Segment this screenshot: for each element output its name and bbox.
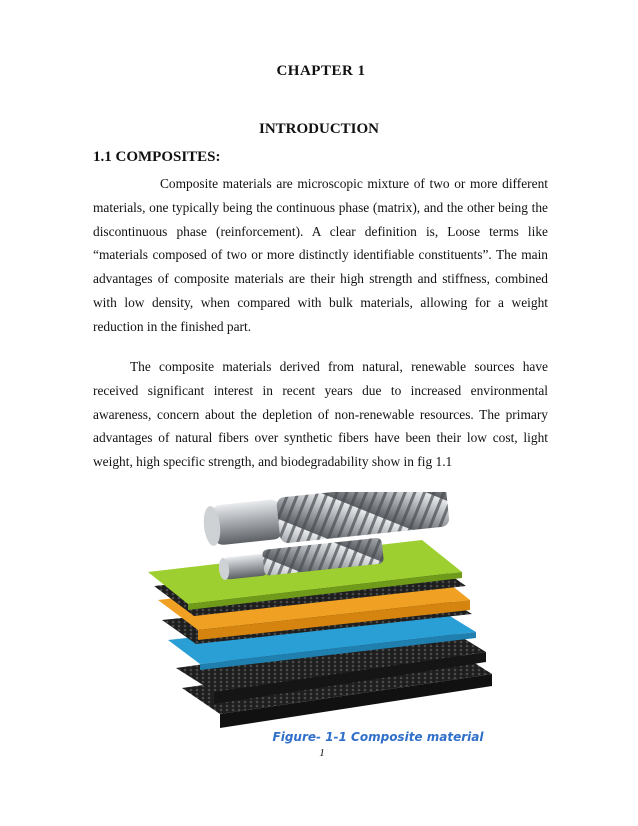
paragraph-2 xyxy=(93,355,548,474)
subsection-heading: 1.1 COMPOSITES: xyxy=(93,149,221,165)
page-number: 1 xyxy=(319,747,325,759)
paragraph-1-text: Composite materials are microscopic mixture of two or more different materials, one typically being the continuous phase (matrix), and the other being the discontinuous phase (reinforcement). A clear definition is, Loose terms like “materials composed of two or more distinctly identifiable constituents”. The main advantages of composite materials are their high strength and stiffness, combined with low density, when compared with bulk materials, allowing for a weight reduction in the finished part. xyxy=(93,176,548,334)
composite-material-figure xyxy=(140,492,510,730)
paragraph-1 xyxy=(93,172,548,339)
paragraph-2-text: The composite materials derived from natural, renewable sources have received significant interest in recent years due to increased environmental awareness, concern about the depletion of non-renewable resources. The primary advantages of natural fibers over synthetic fibers have been their low cost, light weight, high specific strength, and biodegradability show in fig 1.1 xyxy=(93,359,548,470)
end-mill-tool-large xyxy=(202,492,450,547)
chapter-title: CHAPTER 1 xyxy=(276,63,366,79)
section-heading-introduction: INTRODUCTION xyxy=(258,121,379,137)
figure-caption: Figure- 1-1 Composite material xyxy=(272,730,484,744)
